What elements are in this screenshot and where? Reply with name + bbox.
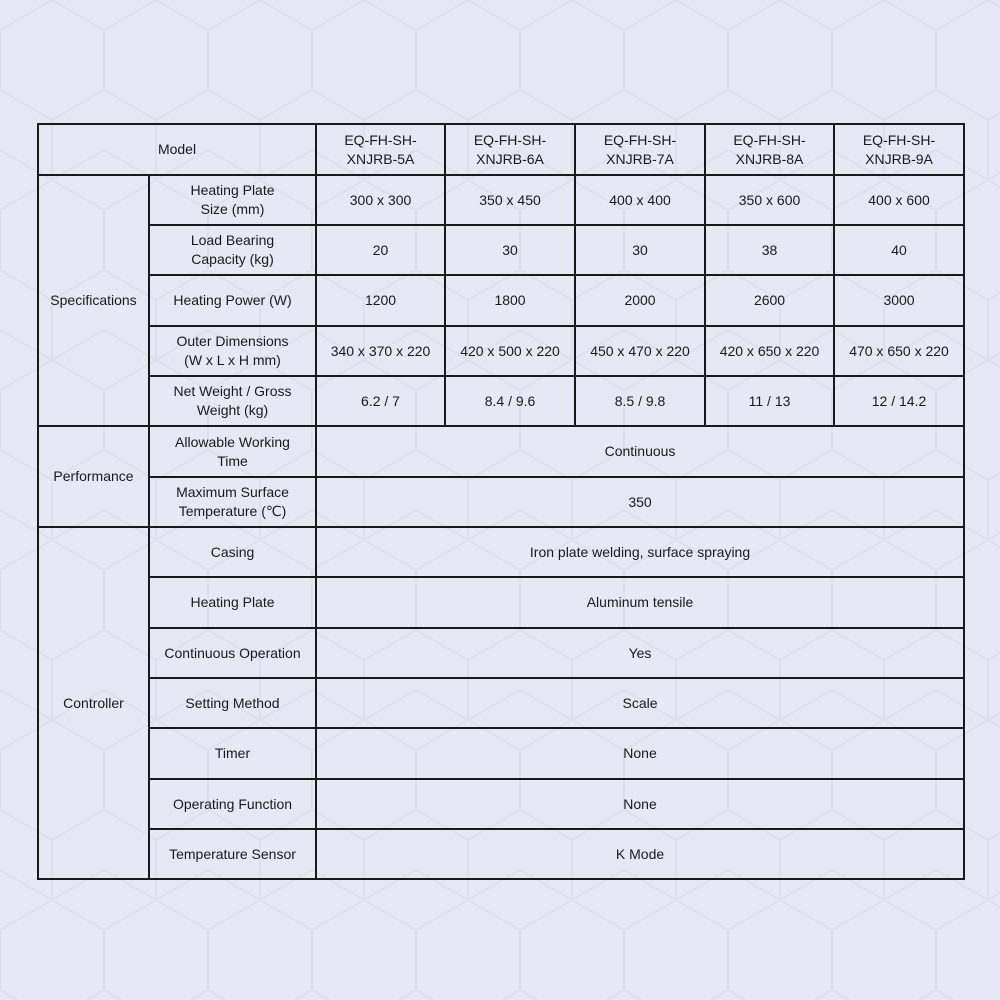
table-cell: 400 x 400 <box>575 175 705 225</box>
table-cell: Iron plate welding, surface spraying <box>316 527 964 577</box>
table-row <box>38 779 964 829</box>
specification-table <box>37 123 965 880</box>
table-cell: 400 x 600 <box>834 175 964 225</box>
table-cell: 2600 <box>705 275 834 326</box>
header-row <box>38 124 964 175</box>
table-cell: Yes <box>316 628 964 678</box>
table-row <box>38 628 964 678</box>
row-label: Operating Function <box>149 779 316 829</box>
row-label: Setting Method <box>149 678 316 728</box>
row-label: Allowable Working Time <box>149 426 316 477</box>
table-cell: 11 / 13 <box>705 376 834 426</box>
table-cell: 1200 <box>316 275 445 326</box>
table-cell: 3000 <box>834 275 964 326</box>
table-cell: Aluminum tensile <box>316 577 964 628</box>
table-cell: 300 x 300 <box>316 175 445 225</box>
row-label: Load Bearing Capacity (kg) <box>149 225 316 275</box>
table-cell: K Mode <box>316 829 964 879</box>
table-cell: 350 x 600 <box>705 175 834 225</box>
row-label: Casing <box>149 527 316 577</box>
row-label: Continuous Operation <box>149 628 316 678</box>
table-row <box>38 829 964 879</box>
table-cell: 2000 <box>575 275 705 326</box>
specifications-group-label: Specifications <box>38 175 149 426</box>
table-cell: 8.5 / 9.8 <box>575 376 705 426</box>
table-cell: Continuous <box>316 426 964 477</box>
model-name: EQ-FH-SH- XNJRB-6A <box>445 124 575 175</box>
table-row <box>38 175 964 225</box>
table-cell: 30 <box>445 225 575 275</box>
table-cell: None <box>316 728 964 779</box>
table-row <box>38 275 964 326</box>
table-cell: 470 x 650 x 220 <box>834 326 964 376</box>
table-row <box>38 376 964 426</box>
row-label: Heating Plate <box>149 577 316 628</box>
table-cell: 40 <box>834 225 964 275</box>
row-label: Heating Power (W) <box>149 275 316 326</box>
controller-group-label: Controller <box>38 527 149 879</box>
model-name: EQ-FH-SH- XNJRB-5A <box>316 124 445 175</box>
model-name: EQ-FH-SH- XNJRB-9A <box>834 124 964 175</box>
table-row <box>38 577 964 628</box>
table-cell: 30 <box>575 225 705 275</box>
table-cell: 450 x 470 x 220 <box>575 326 705 376</box>
model-header-label: Model <box>38 124 316 175</box>
table-cell: 6.2 / 7 <box>316 376 445 426</box>
table-cell: 38 <box>705 225 834 275</box>
table-cell: 420 x 650 x 220 <box>705 326 834 376</box>
table-cell: 420 x 500 x 220 <box>445 326 575 376</box>
table-row <box>38 225 964 275</box>
row-label: Net Weight / Gross Weight (kg) <box>149 376 316 426</box>
table-cell: 350 x 450 <box>445 175 575 225</box>
row-label: Temperature Sensor <box>149 829 316 879</box>
table-cell: 8.4 / 9.6 <box>445 376 575 426</box>
table-cell: 350 <box>316 477 964 527</box>
performance-group-label: Performance <box>38 426 149 527</box>
model-name: EQ-FH-SH- XNJRB-8A <box>705 124 834 175</box>
table-cell: 20 <box>316 225 445 275</box>
table-row <box>38 728 964 779</box>
table-cell: 12 / 14.2 <box>834 376 964 426</box>
table-row <box>38 326 964 376</box>
table-cell: 1800 <box>445 275 575 326</box>
table-row <box>38 477 964 527</box>
table-cell: None <box>316 779 964 829</box>
table-row <box>38 527 964 577</box>
table-cell: Scale <box>316 678 964 728</box>
row-label: Maximum Surface Temperature (℃) <box>149 477 316 527</box>
table-cell: 340 x 370 x 220 <box>316 326 445 376</box>
row-label: Heating Plate Size (mm) <box>149 175 316 225</box>
table-row <box>38 426 964 477</box>
row-label: Timer <box>149 728 316 779</box>
model-name: EQ-FH-SH- XNJRB-7A <box>575 124 705 175</box>
table-row <box>38 678 964 728</box>
row-label: Outer Dimensions (W x L x H mm) <box>149 326 316 376</box>
